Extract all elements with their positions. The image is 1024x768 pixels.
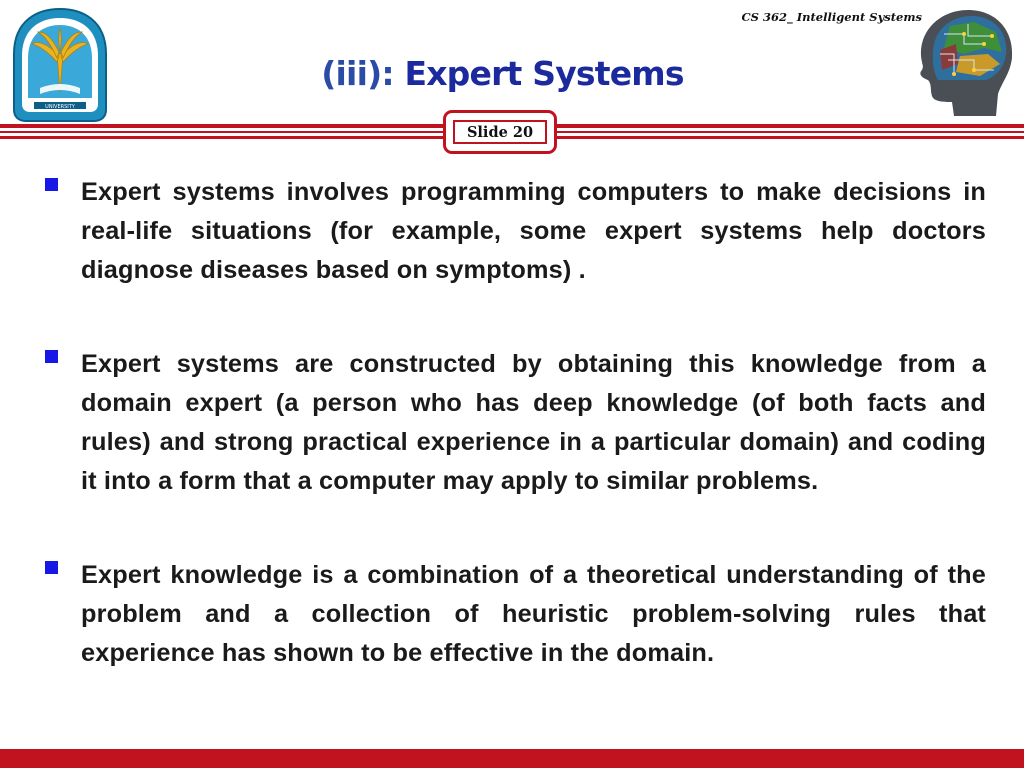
square-bullet-icon (45, 561, 58, 574)
university-logo-icon (8, 6, 112, 124)
bullet-text: Expert knowledge is a combination of a theoretical understanding of the problem and a collection of heuristic problem-solving rules that experience has shown to be effective in the domain. (81, 561, 986, 667)
bullet-item (44, 345, 986, 501)
title-prefix: (iii): (321, 54, 405, 93)
square-bullet-icon (45, 350, 58, 363)
slide-number-label: Slide 20 (453, 120, 547, 144)
title-main: Expert Systems (404, 54, 684, 93)
bullet-item (44, 173, 986, 290)
course-title: CS 362_ Intelligent Systems (741, 10, 922, 24)
bullet-text: Expert systems involves programming computers to make decisions in real-life situations (for example, some expert systems help doctors diagnose diseases based on symptoms) . (81, 178, 986, 284)
bullet-item (44, 556, 986, 673)
bullet-list (44, 173, 986, 673)
footer-bar (0, 749, 1024, 768)
page-title (230, 52, 775, 96)
slide-number-badge (443, 110, 557, 154)
svg-text:UNIVERSITY: UNIVERSITY (45, 104, 75, 110)
square-bullet-icon (45, 178, 58, 191)
bullet-text: Expert systems are constructed by obtaining this knowledge from a domain expert (a person who has deep knowledge (of both facts and rules) and strong practical experience in a particular domain) and coding it into a form that a computer may apply to similar problems. (81, 350, 986, 495)
